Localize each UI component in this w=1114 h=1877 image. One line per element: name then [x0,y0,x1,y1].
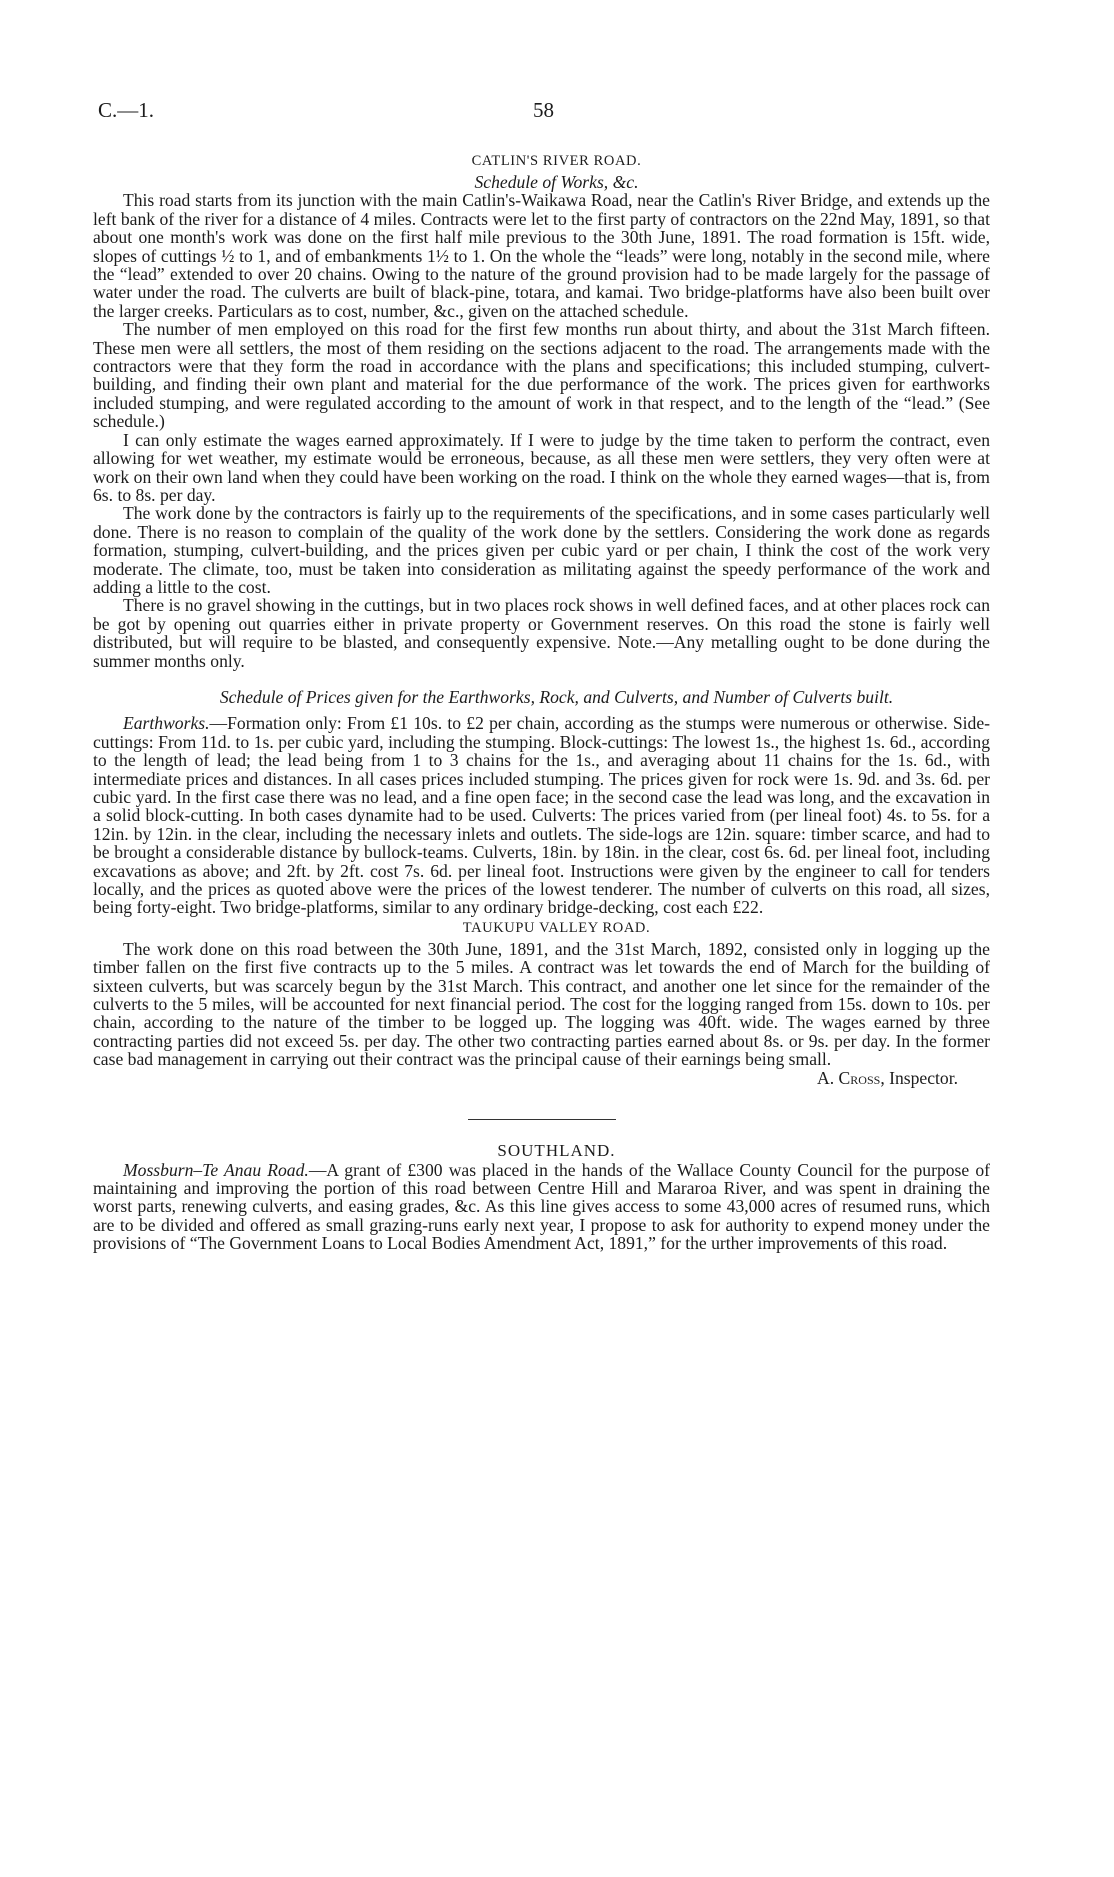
signature-role: , Inspector. [880,1067,958,1088]
southland-text: —A grant of £300 was placed in the hands of the Wallace County Council for the purpose of maintaining and improving the portion of this road between Centre Hill and Mararoa River, and was spent in draining the worst parts, renewing culverts, and easing grades, &c. As this line gives access to some 43,000 acres of resumed runs, which are to be divided and offered as small grazing-runs early next year, I propose to ask for authority to expend money under the provisions of “The Government Loans to Local Bodies Amendment Act, 1891,” for the urther improvements of this road. [93,1159,990,1254]
signature-initial: A. [817,1067,839,1088]
paragraph: The work done by the contractors is fairly up to the requirements of the specifications, and in some cases particularly well done. There is no reason to complain of the quality of the work done by the settlers. Considering the work done as regards formation, stumping, culvert-building, and the prices given per cubic yard or per chain, I think the cost of the work very moderate. The climate, too, must be taken into consideration as militating against the speedy performance of the work and adding a little to the cost. [93,503,990,597]
section-subtitle: Schedule of Works, &c. [474,172,639,192]
section-title-southland: SOUTHLAND. [497,1141,616,1161]
document-reference: C.—1. [98,98,155,122]
schedule-lead: Earthworks. [123,713,210,734]
schedule-text: —Formation only: From £1 10s. to £2 per chain, according as the stumps were numerous or otherwise. Side-cuttings: From 11d. to 1s. per cubic yard, including the stumping. Block-cuttings: The lowest 1s., the highest 1s. 6d., according to the length of lead; the lead being from 1 to 3 chains for the 1s., and averaging about 11 chains for the 1s. 6d., with intermediate prices and distances. In all cases prices included stumping. The prices given for rock were 1s. 9d. and 3s. 6d. per cubic yard. In the first case there was no lead, and a fine open face; in the second case the lead was long, and the excavation in a solid block-cutting. In both cases dynamite had to be used. Culverts: The prices varied from (per lineal foot) 4s. to 5s. for a 12in. by 12in. in the clear, including the necessary inlets and outlets. The side-logs are 12in. square: timber scarce, and had to be brought a considerable distance by bullock-teams. Culverts, 18in. by 18in. in the clear, cost 6s. 6d. per lineal foot, including excavations as above; and 2ft. by 2ft. cost 7s. 6d. per lineal foot. Instructions were given by the engineer to call for tenders locally, and the prices as quoted above were the prices of the lowest tenderer. The number of culverts on this road, all sizes, being forty-eight. Two bridge-platforms, similar to any ordinary bridge-decking, cost each £22. [93,713,990,918]
spacer [93,670,990,688]
section-divider [468,1119,616,1120]
paragraph [93,1161,990,1253]
schedule-title: Schedule of Prices given for the Earthworks, Rock, and Culverts, and Number of Culverts built. [219,686,894,707]
page-number: 58 [533,98,554,122]
paragraph: The number of men employed on this road for the first few months run about thirty, and about the 31st March fifteen. These men were all settlers, the most of them residing on the sections adjacent to the road. The arrangements made with the contractors were that they form the road in accordance with the plans and specifications; this included stumping, culvert-building, and finding their own plant and material for the due performance of the work. The prices given for earthworks included stumping, and were regulated according to the amount of work in that respect, and to the length of the “lead.” (See schedule.) [93,319,990,432]
section-title-catlins: CATLIN'S RIVER ROAD. [471,153,642,169]
signature [93,1069,990,1087]
paragraph: There is no gravel showing in the cuttings, but in two places rock shows in well defined faces, and at other places rock can be got by opening out quarries either in private property or Government reserves. On this road the stone is fairly well distributed, but will require to be blasted, and consequently expensive. Note.—Any metalling ought to be done during the summer months only. [93,595,990,671]
signature-name: Cross [838,1067,881,1088]
paragraph: I can only estimate the wages earned approximately. If I were to judge by the time taken to perform the contract, even allowing for wet weather, my estimate would be erroneous, because, as all these men were settlers, they very often were at work on their own land when they could have been working on the road. I think on the whole they earned wages—that is, from 6s. to 8s. per day. [93,429,990,505]
document-body [93,150,990,1253]
southland-lead: Mossburn–Te Anau Road. [123,1159,309,1180]
paragraph: This road starts from its junction with the main Catlin's-Waikawa Road, near the Catlin's River Bridge, and extends up the left bank of the river for a distance of 4 miles. Contracts were let to the first party of contractors on the 22nd May, 1891, so that about one month's work was done on the first half mile previous to the 30th June, 1891. The road formation is 15ft. wide, slopes of cuttings ½ to 1, and of embankments 1½ to 1. On the whole the “leads” were long, notably in the second mile, where the “lead” extended to over 20 chains. Owing to the nature of the ground provision had to be made largely for the passage of water under the road. The culverts are built of black-pine, totara, and kamai. Two bridge-platforms have also been built over the larger creeks. Particulars as to cost, number, &c., given on the attached schedule. [93,190,990,321]
section-title-taukupu: TAUKUPU VALLEY ROAD. [462,919,651,936]
schedule-paragraph [93,714,990,916]
paragraph: The work done on this road between the 30th June, 1891, and the 31st March, 1892, consisted only in logging up the timber fallen on the first five contracts up to the 5 miles. A contract was let towards the end of March for the building of sixteen culverts, but was scarcely begun by the 31st March. This contract, and another one let since for the remainder of the culverts to the 5 miles, will be accounted for next financial period. The cost for the logging ranged from 15s. down to 10s. per chain, according to the nature of the timber to be logged up. The logging was 40ft. wide. The wages earned by three contracting parties did not exceed 5s. per day. The other two contracting parties earned about 8s. or 9s. per day. In the former case bad management in carrying out their contract was the principal cause of their earnings being small. [93,938,990,1070]
